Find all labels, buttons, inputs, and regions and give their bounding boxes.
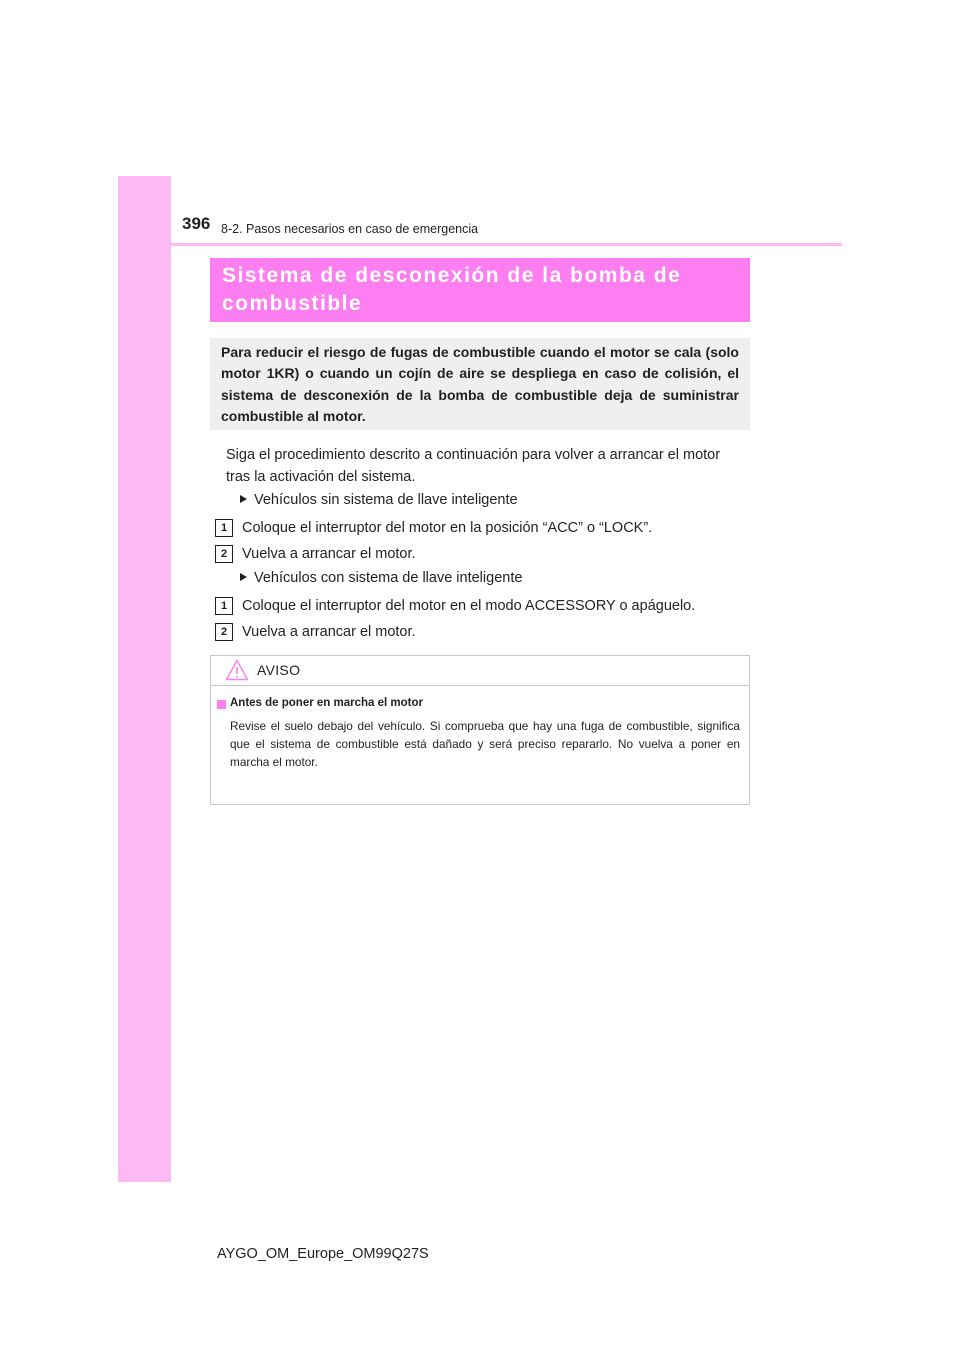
warning-label: AVISO <box>257 662 301 678</box>
page-number: 396 <box>182 214 211 233</box>
step-text: Coloque el interruptor del motor en el modo ACCESSORY o apáguelo. <box>242 598 696 614</box>
square-bullet-icon <box>217 700 226 709</box>
triangle-bullet-icon <box>240 573 247 581</box>
warning-header <box>211 656 749 686</box>
heading-line-1: Sistema de desconexión de la bomba de <box>222 264 682 287</box>
header-rule <box>118 243 842 246</box>
section-title: 8-2. Pasos necesarios en caso de emergencia <box>221 222 479 236</box>
section-heading-box <box>210 258 750 322</box>
step-text: Vuelva a arrancar el motor. <box>242 624 416 640</box>
group-heading-text: Vehículos sin sistema de llave inteligente <box>254 492 518 508</box>
body-paragraph: Siga el procedimiento descrito a continuación para volver a arrancar el motor tras la activación del sistema. <box>226 447 721 485</box>
footer-document-id: AYGO_OM_Europe_OM99Q27S <box>217 1246 429 1262</box>
step-number-badge: 2 <box>215 545 233 563</box>
warning-body: Revise el suelo debajo del vehículo. Si comprueba que hay una fuga de combustible, significa que el sistema de combustible está dañado y será preciso repararlo. No vuelva a poner en marcha el motor. <box>230 719 740 769</box>
step-text: Coloque el interruptor del motor en la posición “ACC” o “LOCK”. <box>242 520 653 536</box>
step-text: Vuelva a arrancar el motor. <box>242 546 416 562</box>
intro-box <box>210 338 750 430</box>
group-heading-text: Vehículos con sistema de llave inteligente <box>254 570 523 586</box>
group-heading-smart-key <box>240 570 522 586</box>
group-heading-no-smart-key <box>240 492 518 508</box>
warning-box <box>210 655 750 805</box>
step-number-badge: 1 <box>215 519 233 537</box>
intro-text: Para reducir el riesgo de fugas de combustible cuando el motor se cala (solo motor 1KR) o cuando un cojín de aire se despliega en caso de colisión, el sistema de desconexión de la bomba de combustible deja de suministrar combustible al motor. <box>221 344 739 424</box>
side-margin-band <box>118 176 171 1182</box>
triangle-bullet-icon <box>240 495 247 503</box>
warning-triangle-icon <box>225 659 249 686</box>
warning-title: Antes de poner en marcha el motor <box>230 697 423 709</box>
heading-line-2: combustible <box>222 292 363 315</box>
step-number-badge: 2 <box>215 623 233 641</box>
step-number-badge: 1 <box>215 597 233 615</box>
